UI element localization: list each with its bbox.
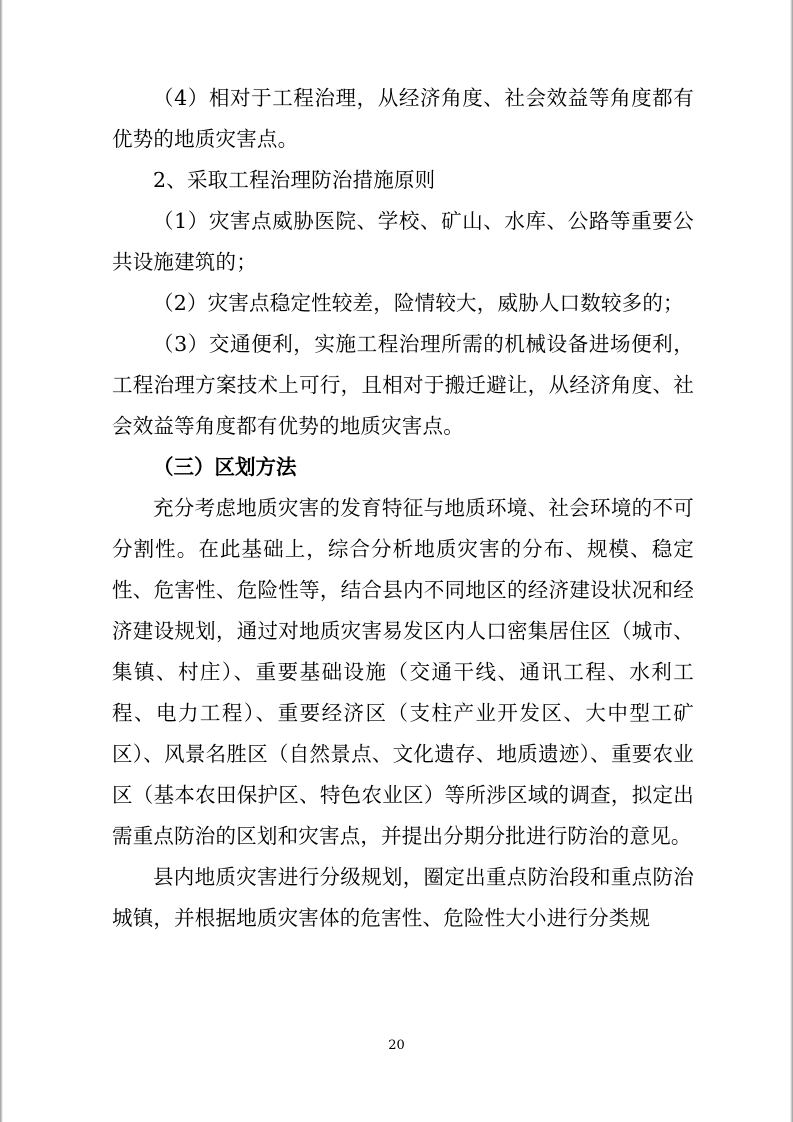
section-heading: （三）区划方法	[153, 455, 297, 479]
paragraph-1: （4）相对于工程治理，从经济角度、社会效益等角度都有优势的地质灾害点。	[112, 86, 694, 151]
paragraph-2: 2、采取工程治理防治措施原则	[153, 168, 436, 192]
paragraph-4: （2）灾害点稳定性较差，险情较大，威胁人口数较多的；	[153, 291, 684, 315]
paragraph-6: 充分考虑地质灾害的发育特征与地质环境、社会环境的不可分割性。在此基础上，综合分析地质灾害的分布、规模、稳定性、危害性、危险性等，结合县内不同地区的经济建设状况和经济建设规划，通过对地质灾害易发区内人口密集居住区（城市、集镇、村庄）、重要基础设施（交通干线、通讯工程、水利工程、电力工程）、重要经济区（支柱产业开发区、大中型工矿区）、风景名胜区（自然景点、文化遗存、地质遗迹）、重要农业区（基本农田保护区、特色农业区）等所涉区域的调查，拟定出需重点防治的区划和灾害点，并提出分期分批进行防治的意见。	[112, 496, 694, 848]
page-content	[112, 78, 694, 1018]
paragraph-5: （3）交通便利，实施工程治理所需的机械设备进场便利，工程治理方案技术上可行，且相对于搬迁避让，从经济角度、社会效益等角度都有优势的地质灾害点。	[112, 332, 694, 438]
page-edge-left	[0, 0, 3, 1122]
page-number: 20	[388, 1038, 405, 1053]
paragraph-3: （1）灾害点威胁医院、学校、矿山、水库、公路等重要公共设施建筑的；	[112, 209, 694, 274]
paragraph-7: 县内地质灾害进行分级规划，圈定出重点防治段和重点防治城镇，并根据地质灾害体的危害性、危险性大小进行分类规	[112, 865, 694, 930]
